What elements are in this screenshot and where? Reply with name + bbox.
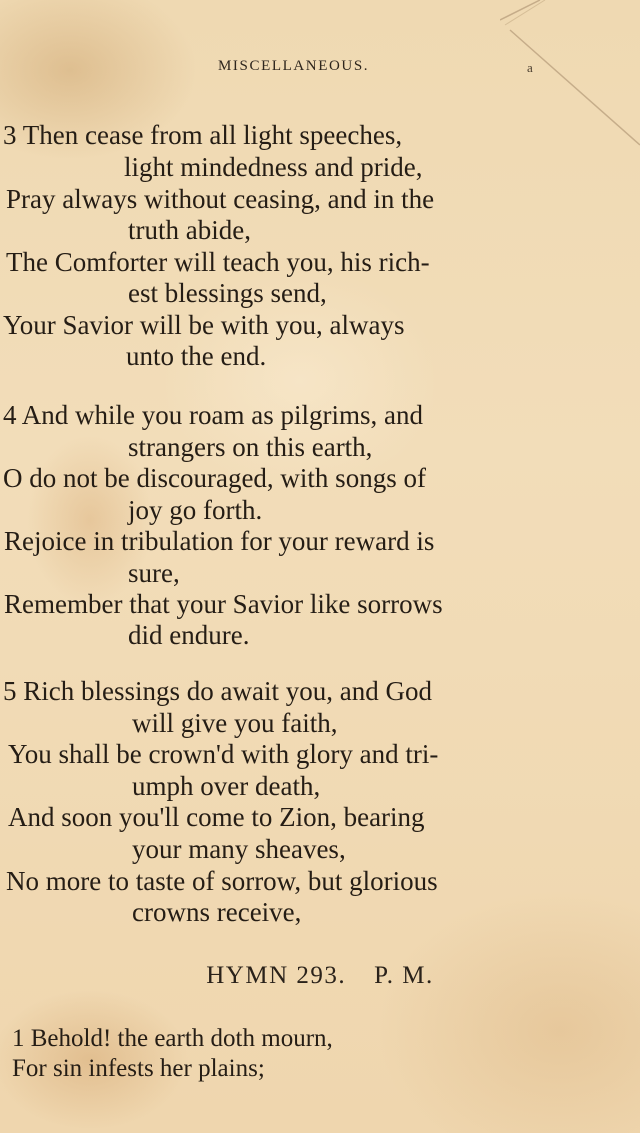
stanza-line: No more to taste of sorrow, but glorious xyxy=(6,866,438,896)
stanza-line: truth abide, xyxy=(128,215,251,245)
stanza-line: Remember that your Savior like sorrows xyxy=(4,589,443,619)
stanza-line: 1 Behold! the earth doth mourn, xyxy=(12,1025,333,1052)
hymn-meter: P. M. xyxy=(374,962,434,989)
stanza-line: For sin infests her plains; xyxy=(12,1055,265,1082)
stanza-line: strangers on this earth, xyxy=(128,432,373,462)
stanza-line: sure, xyxy=(128,558,180,588)
stanza-line: unto the end. xyxy=(126,341,267,371)
hymn-heading xyxy=(0,962,640,990)
stanza-line: joy go forth. xyxy=(128,495,263,525)
hymn-number: HYMN 293. xyxy=(206,962,347,989)
stanza-line: Rejoice in tribulation for your reward is xyxy=(4,526,435,556)
header-mark: a xyxy=(527,60,533,75)
stanza-line: The Comforter will teach you, his rich- xyxy=(6,247,430,277)
stanza-line: Your Savior will be with you, always xyxy=(3,310,405,340)
stanza-line: umph over death, xyxy=(132,771,321,801)
stanza-line: And soon you'll come to Zion, bearing xyxy=(8,802,425,832)
stanza-line: 3 Then cease from all light speeches, xyxy=(3,120,403,150)
stanza-line: O do not be discouraged, with songs of xyxy=(3,463,426,493)
page-header xyxy=(0,58,640,84)
stanza-line: crowns receive, xyxy=(132,897,302,927)
stanza-line: Pray always without ceasing, and in the xyxy=(6,184,435,214)
stanza-line: You shall be crown'd with glory and tri- xyxy=(8,739,439,769)
running-head: MISCELLANEOUS. xyxy=(218,58,370,74)
stanza-line: est blessings send, xyxy=(128,278,327,308)
stanza-line: 5 Rich blessings do await you, and God xyxy=(3,676,432,706)
stanza-line: 4 And while you roam as pilgrims, and xyxy=(3,400,423,430)
stanza-line: your many sheaves, xyxy=(132,834,346,864)
stanza-line: will give you faith, xyxy=(132,708,338,738)
stanza-line: light mindedness and pride, xyxy=(124,152,423,182)
stanza-line: did endure. xyxy=(128,620,250,650)
